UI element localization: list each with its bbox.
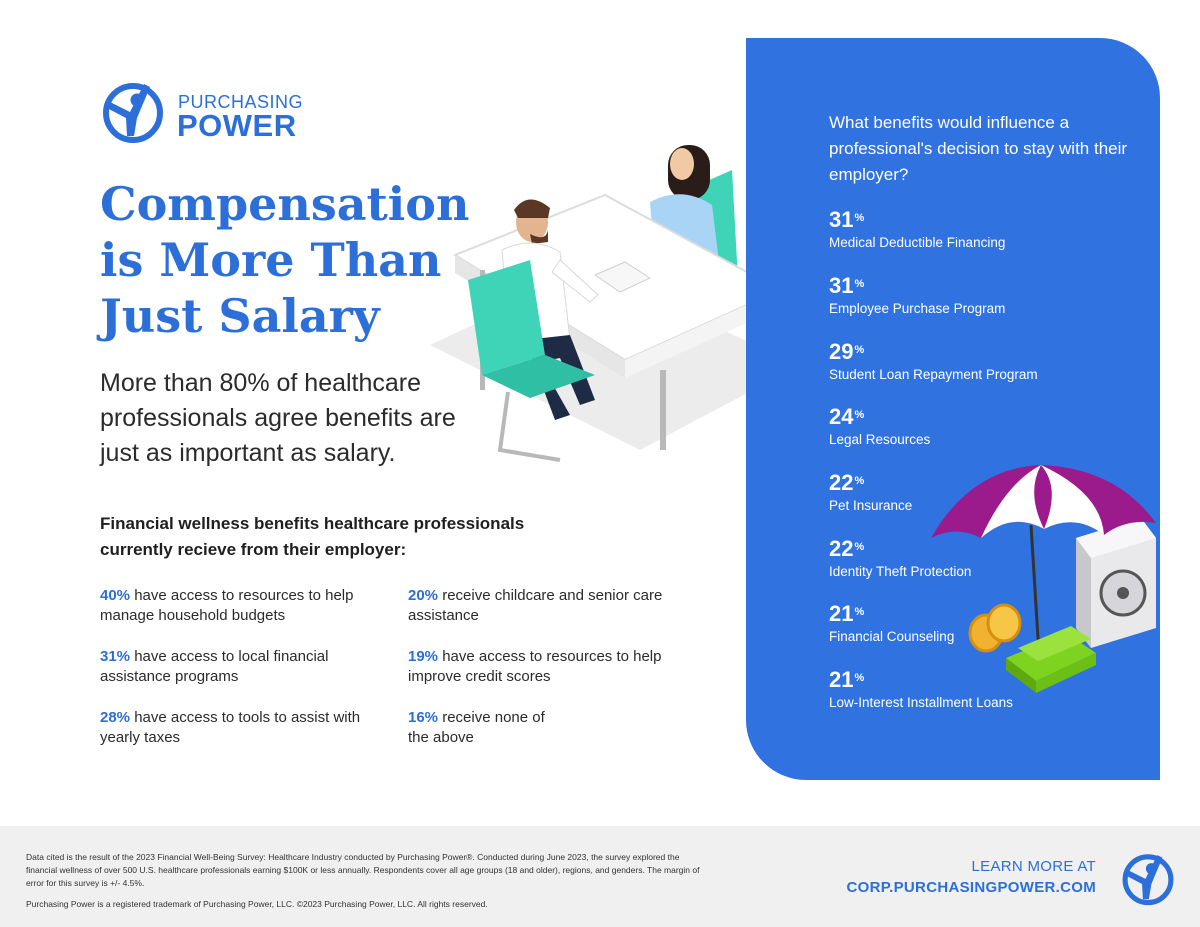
stat-item — [408, 708, 558, 748]
umbrella-safe-illustration — [926, 463, 1166, 693]
benefit-item — [829, 208, 1129, 252]
benefit-value: 21 — [829, 601, 854, 626]
benefit-value: 21 — [829, 667, 854, 692]
stat-text: have access to resources to help manage household budgets — [100, 587, 354, 624]
benefit-unit: % — [854, 212, 865, 224]
stat-item — [100, 647, 370, 687]
footer-logo-icon — [1120, 850, 1176, 906]
benefit-value: 29 — [829, 339, 854, 364]
benefit-unit: % — [854, 278, 865, 290]
benefit-item — [829, 405, 1129, 449]
stat-percent: 20% — [408, 587, 439, 604]
benefit-value: 22 — [829, 470, 854, 495]
benefit-value: 31 — [829, 273, 854, 298]
benefit-label: Low-Interest Installment Loans — [829, 695, 1013, 710]
survey-disclaimer: Data cited is the result of the 2023 Financial Well-Being Survey: Healthcare Industry conducted by Purchasing Power®. Conducted during June 2023, the survey explored the financial wellness of over 500 U.S. healthcare professionals earning $100K or less annually. Respondents cover all age groups (18 and older), regions, and genders. The margin of error for this survey is +/- 4.5%. — [26, 852, 700, 888]
benefit-unit: % — [854, 541, 865, 553]
stat-text: have access to tools to assist with yearly taxes — [100, 709, 361, 746]
benefit-label: Employee Purchase Program — [829, 301, 1006, 316]
stat-text: receive none of the above — [408, 709, 545, 746]
benefit-label: Identity Theft Protection — [829, 564, 972, 579]
benefit-value: 24 — [829, 404, 854, 429]
stat-item — [408, 647, 678, 687]
stat-item — [100, 708, 370, 748]
learn-more-block — [847, 858, 1096, 896]
stat-percent: 40% — [100, 587, 131, 604]
brand-name-line1: PURCHASING — [178, 92, 304, 112]
stat-text: have access to resources to help improve credit scores — [408, 648, 662, 685]
benefit-label: Student Loan Repayment Program — [829, 367, 1038, 382]
brand-name-line2: POWER — [177, 108, 297, 143]
stat-item — [100, 586, 370, 626]
benefit-label: Legal Resources — [829, 432, 931, 447]
section-heading: Financial wellness benefits healthcare professionals currently recieve from their employer: — [100, 514, 525, 559]
footer — [0, 826, 1200, 927]
brand-logo-icon — [100, 78, 166, 144]
page-subtitle: More than 80% of healthcare professionals agree benefits are just as important as salary. — [100, 369, 456, 467]
stat-text: receive childcare and senior care assistance — [408, 587, 663, 624]
stat-percent: 19% — [408, 648, 439, 665]
benefit-unit: % — [854, 409, 865, 421]
benefit-value: 22 — [829, 536, 854, 561]
learn-more-label: LEARN MORE AT — [971, 858, 1096, 875]
stat-percent: 16% — [408, 709, 439, 726]
benefits-panel — [746, 38, 1160, 780]
benefit-label: Medical Deductible Financing — [829, 235, 1006, 250]
benefit-unit: % — [854, 606, 865, 618]
panel-question: What benefits would influence a professional's decision to stay with their employer? — [829, 113, 1128, 184]
page-title: Compensation is More Than Just Salary — [100, 177, 470, 343]
brand-logo — [100, 78, 304, 148]
trademark-notice: Purchasing Power is a registered trademark of Purchasing Power, LLC. ©2023 Purchasing Power, LLC. All rights reserved. — [26, 899, 488, 909]
footer-fine-print — [26, 851, 706, 911]
benefit-item — [829, 340, 1129, 384]
stat-item — [408, 586, 678, 626]
benefit-unit: % — [854, 344, 865, 356]
benefit-value: 31 — [829, 207, 854, 232]
stat-percent: 28% — [100, 709, 131, 726]
stat-text: have access to local financial assistance programs — [100, 648, 329, 685]
benefit-item — [829, 274, 1129, 318]
benefit-label: Pet Insurance — [829, 498, 913, 513]
benefit-unit: % — [854, 672, 865, 684]
website-link[interactable]: CORP.PURCHASINGPOWER.COM — [846, 879, 1096, 896]
benefit-unit: % — [854, 475, 865, 487]
stat-percent: 31% — [100, 648, 131, 665]
benefit-label: Financial Counseling — [829, 629, 955, 644]
